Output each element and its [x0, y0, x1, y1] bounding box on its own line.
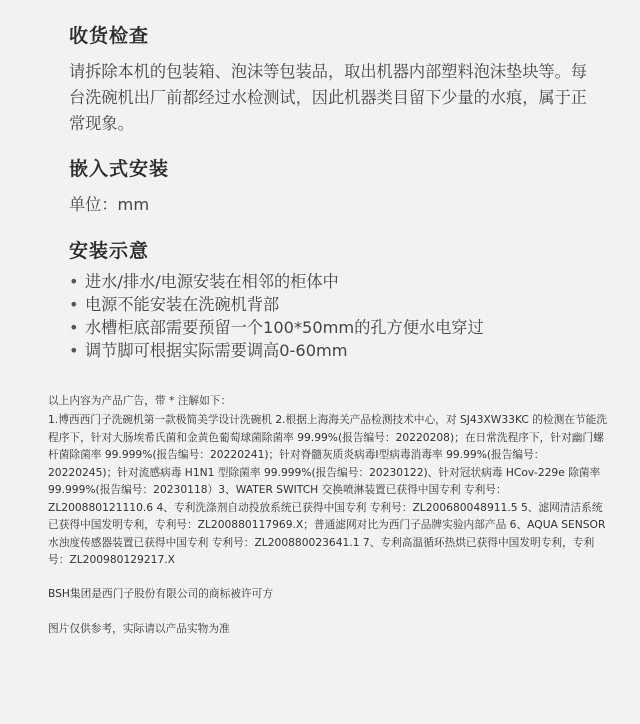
footnotes-intro: 以上内容为产品广告，带 * 注解如下： [48, 394, 232, 407]
image-disclaimer: 图片仅供参考，实际请以产品实物为准 [48, 622, 230, 635]
list-item-text: 电源不能安装在洗碗机背部 [85, 295, 280, 314]
install-illustration-title: 安装示意 [69, 240, 150, 262]
receive-check-title: 收货检查 [69, 25, 150, 47]
list-item [69, 293, 629, 316]
trademark-note: BSH集团是西门子股份有限公司的商标被许可方 [48, 587, 274, 600]
list-item [69, 270, 629, 293]
list-item-text: 调节脚可根据实际需要调高0-60mm [85, 341, 348, 360]
bullet-icon: • [69, 295, 79, 314]
list-item-text: 水槽柜底部需要预留一个100*50mm的孔方便水电穿过 [85, 318, 484, 337]
receive-check-text: 请拆除本机的包装箱、泡沫等包装品，取出机器内部塑料泡沫垫块等。每台洗碗机出厂前都经过水检测试，因此机器类目留下少量的水痕，属于正常现象。 [69, 62, 587, 133]
list-item [69, 316, 629, 339]
unit-label: 单位：mm [69, 195, 150, 214]
footnotes-body: 1.博西西门子洗碗机第一款极简美学设计洗碗机 2.根据上海海关产品检测技术中心，对 SJ43XW33KC 的检测在节能洗程序下，针对大肠埃希氏菌和金黄色葡萄球菌除菌率 99.99%(报告编号：20220208)；在日常洗程序下，针对幽门螺杆菌除菌率 99.999%(报告编号：20220241)；针对脊髓灰质炎病毒I型病毒消毒率 99.99%(报告编号：20220245)；针对流感病毒 H1N1 型除菌率 99.999%(报告编号：20230122)、针对冠状病毒 HCov-229e 除菌率 99.999%(报告编号：20230118）3、WATER SWITCH 交换喷淋装置已获得中国专利 专利号：ZL200880121110.6 4、专利洗涤剂自动投放系统已获得中国专利 专利号：ZL200680048911.5 5、滤网清洁系统已获得中国发明专利，专利号：ZL200880117969.X；普通滤网对比为西门子品牌实验内部产品 6、AQUA SENSOR 水浊度传感器装置已获得中国专利 专利号：ZL200880023641.1 7、专利高温循环热烘已获得中国发明专利，专利号：ZL200980129217.X [48, 413, 608, 566]
bullet-icon: • [69, 318, 79, 337]
bullet-icon: • [69, 341, 79, 360]
list-item [69, 339, 629, 362]
install-bullet-list [69, 270, 629, 362]
embedded-install-title: 嵌入式安装 [69, 158, 170, 180]
list-item-text: 进水/排水/电源安装在相邻的柜体中 [85, 272, 339, 291]
bullet-icon: • [69, 272, 79, 291]
